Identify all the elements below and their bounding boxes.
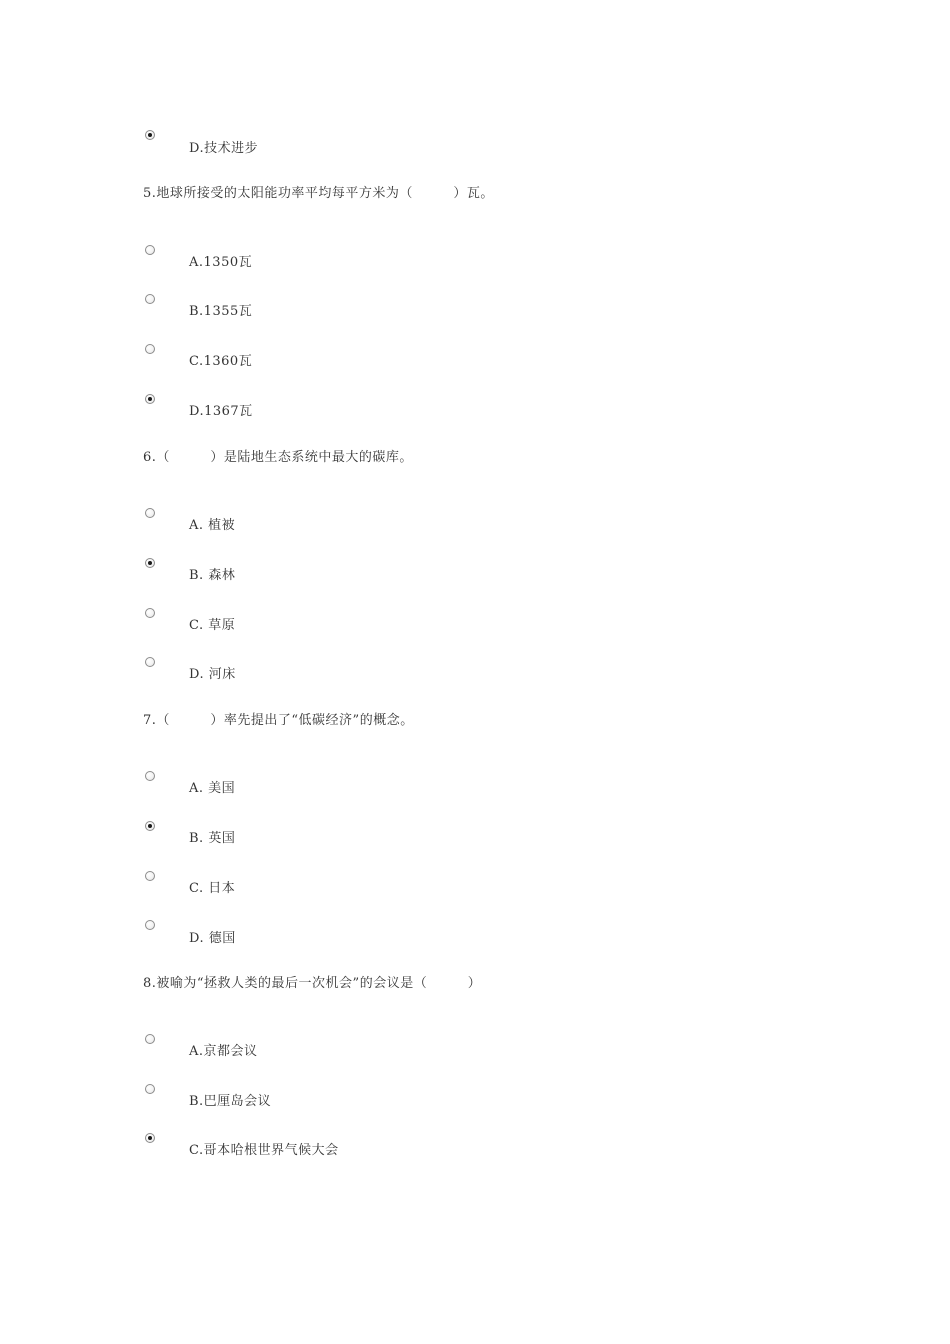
option-label: B. 英国 (189, 831, 236, 846)
option-label: C.哥本哈根世界气候大会 (189, 1143, 339, 1158)
radio-q5-a[interactable] (145, 245, 155, 255)
radio-q7-c[interactable] (145, 871, 155, 881)
option-label: D.1367瓦 (189, 404, 253, 419)
radio-q5-d[interactable] (145, 394, 155, 404)
option-label: A. 植被 (189, 518, 236, 533)
option-label: A.1350瓦 (189, 255, 253, 270)
question-5-text: 5.地球所接受的太阳能功率平均每平方米为（ ）瓦。 (143, 186, 494, 201)
question-6-text: 6.（ ）是陆地生态系统中最大的碳库。 (143, 450, 413, 465)
option-label: C. 草原 (189, 618, 236, 633)
option-label: D. 德国 (189, 931, 236, 946)
radio-fragment-d[interactable] (145, 130, 155, 140)
question-8-text: 8.被喻为“拯救人类的最后一次机会”的会议是（ ） (143, 976, 482, 991)
radio-q5-c[interactable] (145, 344, 155, 354)
option-label: C. 日本 (189, 881, 236, 896)
radio-q8-c[interactable] (145, 1133, 155, 1143)
radio-q5-b[interactable] (145, 294, 155, 304)
option-label: C.1360瓦 (189, 354, 253, 369)
radio-q6-a[interactable] (145, 508, 155, 518)
option-label: B.1355瓦 (189, 304, 253, 319)
option-label: A. 美国 (189, 781, 236, 796)
radio-q7-d[interactable] (145, 920, 155, 930)
option-label: A.京都会议 (189, 1044, 258, 1059)
radio-q6-c[interactable] (145, 608, 155, 618)
radio-q8-a[interactable] (145, 1034, 155, 1044)
radio-q7-a[interactable] (145, 771, 155, 781)
option-label: D. 河床 (189, 667, 236, 682)
option-label: B. 森林 (189, 568, 236, 583)
radio-q8-b[interactable] (145, 1084, 155, 1094)
radio-q6-d[interactable] (145, 657, 155, 667)
option-label: D.技术进步 (189, 141, 259, 156)
radio-q6-b[interactable] (145, 558, 155, 568)
option-label: B.巴厘岛会议 (189, 1094, 272, 1109)
question-7-text: 7.（ ）率先提出了“低碳经济”的概念。 (143, 713, 414, 728)
radio-q7-b[interactable] (145, 821, 155, 831)
